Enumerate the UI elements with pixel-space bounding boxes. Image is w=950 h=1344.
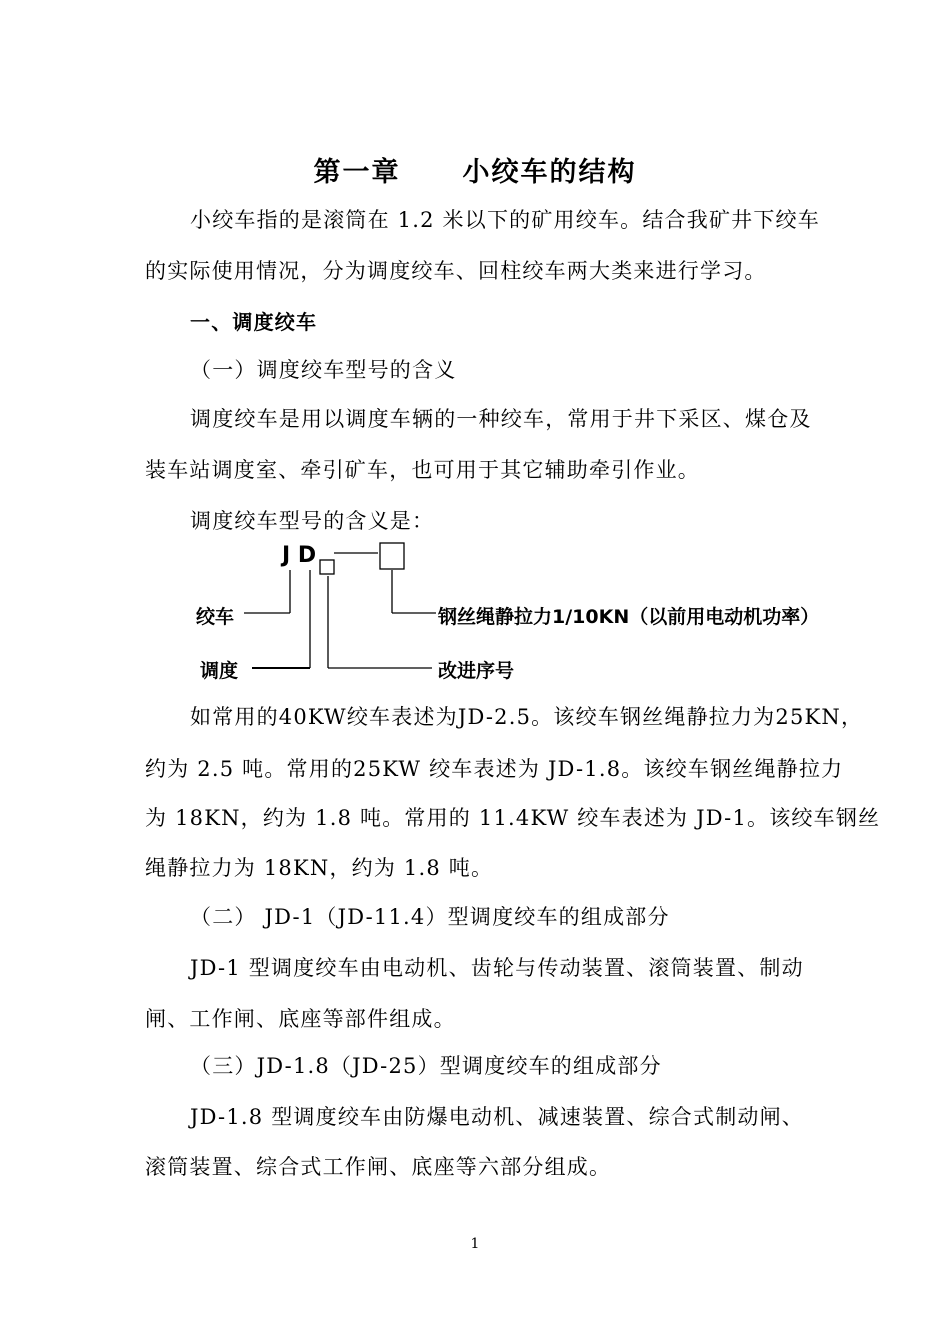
para3-line-1: JD-1 型调度绞车由电动机、齿轮与传动装置、滚筒装置、制动 <box>190 956 804 980</box>
subsection-heading-2: （二） JD-1（JD-11.4）型调度绞车的组成部分 <box>190 905 670 929</box>
para1-line-1: 调度绞车是用以调度车辆的一种绞车，常用于井下采区、煤仓及 <box>190 407 812 431</box>
page-number: 1 <box>470 1236 480 1252</box>
para2-line-4: 绳静拉力为 18KN，约为 1.8 吨。 <box>145 856 494 880</box>
para4-line-1: JD-1.8 型调度绞车由防爆电动机、减速装置、综合式制动闸、 <box>190 1105 805 1129</box>
para1-line-2: 装车站调度室、牵引矿车，也可用于其它辅助牵引作业。 <box>145 458 700 482</box>
model-code-diagram <box>0 530 950 690</box>
diagram-letters: J D <box>282 543 317 568</box>
subsection-heading-3: （三）JD-1.8（JD-25）型调度绞车的组成部分 <box>190 1054 662 1078</box>
para4-line-2: 滚筒装置、综合式工作闸、底座等六部分组成。 <box>145 1155 612 1179</box>
para2-line-2: 约为 2.5 吨。常用的25KW 绞车表述为 JD-1.8。该绞车钢丝绳静拉力 <box>145 757 844 781</box>
para2-line-1: 如常用的40KW绞车表述为JD-2.5。该绞车钢丝绳静拉力为25KN， <box>190 705 864 729</box>
diagram-label-dispatch: 调度 <box>200 660 239 682</box>
subsection-heading-1: （一）调度绞车型号的含义 <box>190 358 457 382</box>
intro-line-2: 的实际使用情况，分为调度绞车、回柱绞车两大类来进行学习。 <box>145 259 767 283</box>
para2-line-3: 为 18KN，约为 1.8 吨。常用的 11.4KW 绞车表述为 JD-1。该绞车钢丝 <box>145 806 881 830</box>
intro-line-1: 小绞车指的是滚筒在 1.2 米以下的矿用绞车。结合我矿井下绞车 <box>190 208 820 232</box>
chapter-name: 小绞车的结构 <box>462 157 637 188</box>
diagram-label-tension: 钢丝绳静拉力1/10KN（以前用电动机功率） <box>438 606 820 628</box>
meaning-intro: 调度绞车型号的含义是： <box>190 509 435 533</box>
para3-line-2: 闸、工作闸、底座等部件组成。 <box>145 1007 456 1031</box>
diagram-label-winch: 绞车 <box>196 606 235 628</box>
section-heading: 一、调度绞车 <box>190 310 318 334</box>
diagram-label-revision: 改进序号 <box>438 660 515 682</box>
page-title <box>0 150 950 189</box>
chapter-number: 第一章 <box>313 157 401 188</box>
